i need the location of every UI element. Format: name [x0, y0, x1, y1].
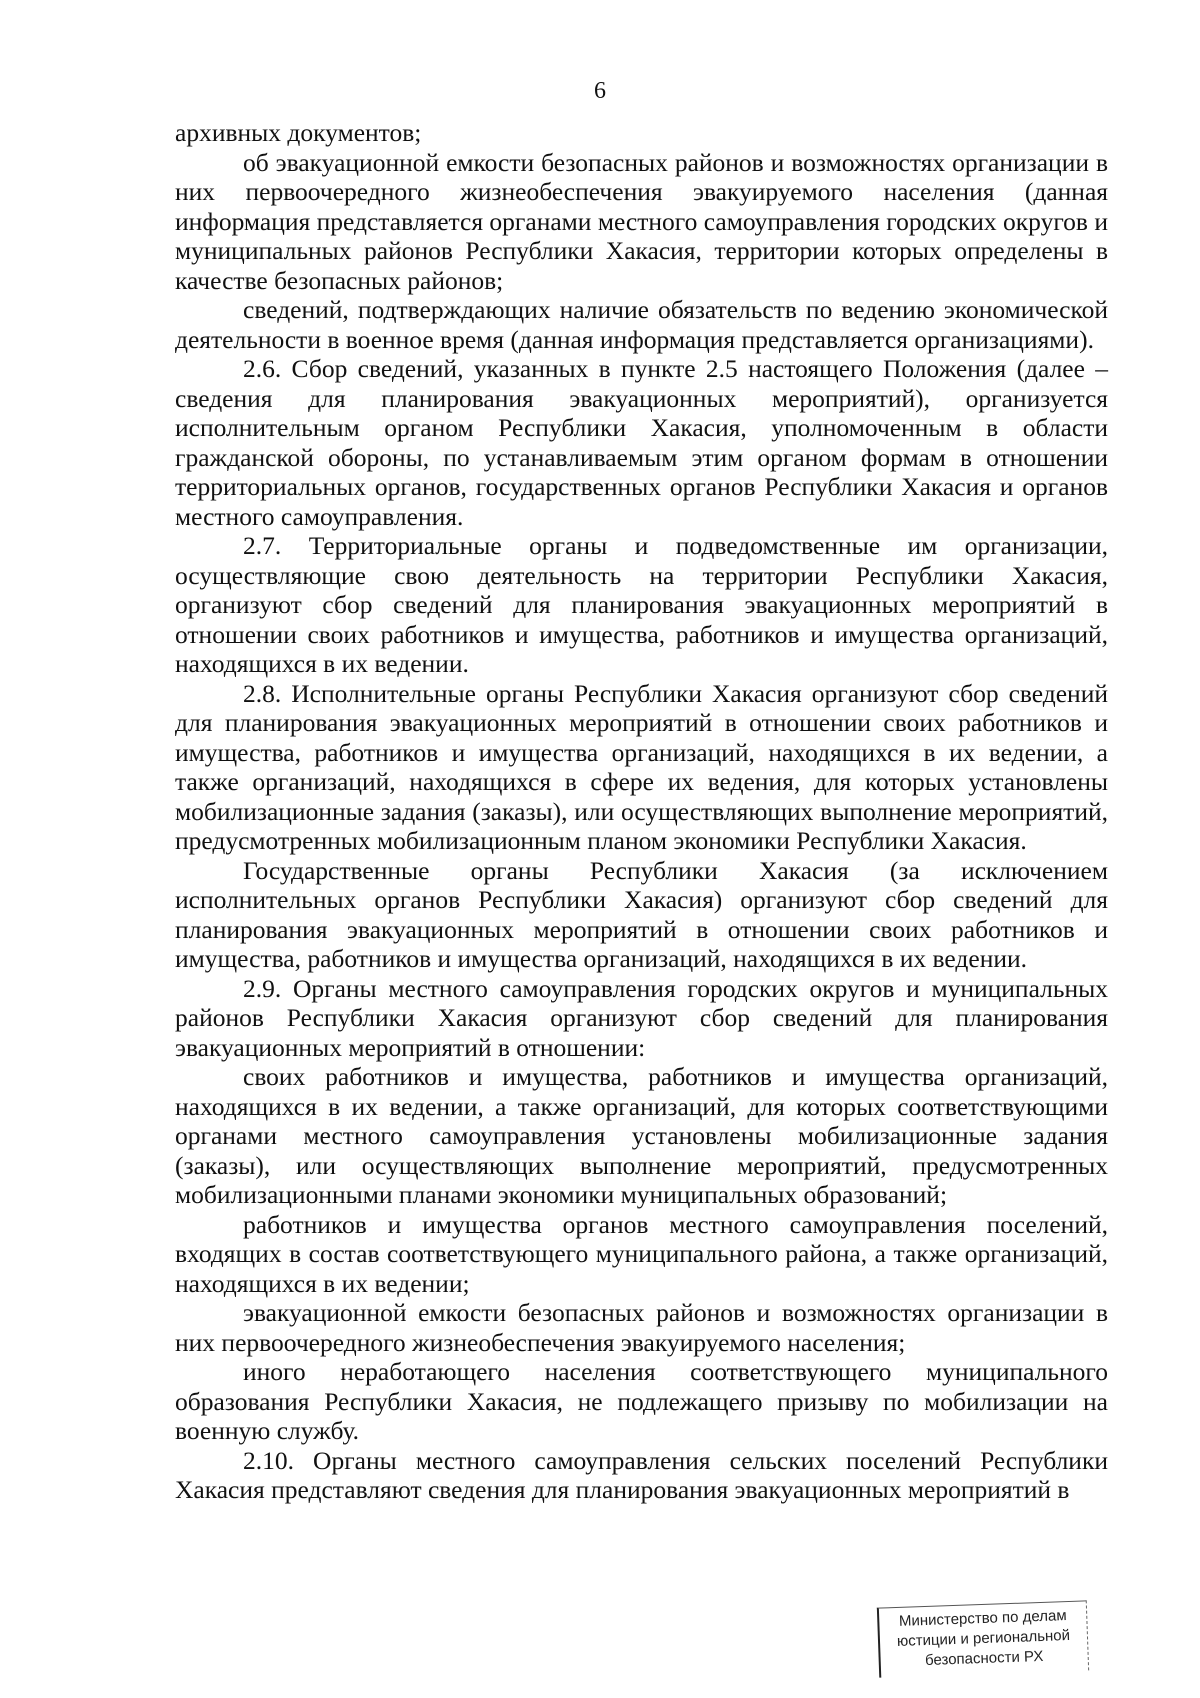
paragraph: 2.8. Исполнительные органы Республики Хакасия организуют сбор сведений для планирования эвакуационных мероприятий в отношении своих работников и имущества, работников и имущества организаций, находящихся в их ведении, а также организаций, находящихся в сфере их ведения, для которых установлены мобилизационные задания (заказы), или осуществляющих выполнение мероприятий, предусмотренных мобилизационным планом экономики Республики Хакасия.: [175, 678, 1108, 855]
document-body: [175, 118, 1108, 1505]
paragraph: сведений, подтверждающих наличие обязательств по ведению экономической деятельности в военное время (данная информация представляется организациями).: [175, 295, 1108, 354]
paragraph: 2.10. Органы местного самоуправления сельских поселений Республики Хакасия представляют сведения для планирования эвакуационных мероприятий в: [175, 1445, 1108, 1504]
paragraph: своих работников и имущества, работников и имущества организаций, находящихся в их ведении, а также организаций, для которых соответствующими органами местного самоуправления установлены мобилизационные задания (заказы), или осуществляющих выполнение мероприятий, предусмотренных мобилизационными планами экономики муниципальных образований;: [175, 1062, 1108, 1209]
paragraph: эвакуационной емкости безопасных районов и возможностях организации в них первоочередного жизнеобеспечения эвакуируемого населения;: [175, 1298, 1108, 1357]
paragraph: 2.9. Органы местного самоуправления городских округов и муниципальных районов Республики Хакасия организуют сбор сведений для планирования эвакуационных мероприятий в отношении:: [175, 973, 1108, 1062]
stamp-line: Министерство по делам: [898, 1607, 1067, 1630]
registration-stamp: [877, 1600, 1089, 1677]
paragraph: архивных документов;: [175, 118, 422, 147]
paragraph: Государственные органы Республики Хакасия (за исключением исполнительных органов Республики Хакасия) организуют сбор сведений для планирования эвакуационных мероприятий в отношении своих работников и имущества, работников и имущества организаций, находящихся в их ведении.: [175, 855, 1108, 973]
page-number: 6: [594, 78, 606, 104]
stamp-line: безопасности РХ: [924, 1647, 1044, 1670]
paragraph: работников и имущества органов местного самоуправления поселений, входящих в состав соответствующего муниципального района, а также организаций, находящихся в их ведении;: [175, 1209, 1108, 1298]
paragraph: 2.7. Территориальные органы и подведомственные им организации, осуществляющие свою деятельность на территории Республики Хакасия, организуют сбор сведений для планирования эвакуационных мероприятий в отношении своих работников и имущества, работников и имущества организаций, находящихся в их ведении.: [175, 531, 1108, 678]
paragraph: об эвакуационной емкости безопасных районов и возможностях организации в них первоочередного жизнеобеспечения эвакуируемого населения (данная информация представляется органами местного самоуправления городских округов и муниципальных районов Республики Хакасия, территории которых определены в качестве безопасных районов;: [175, 147, 1108, 295]
paragraph: 2.6. Сбор сведений, указанных в пункте 2.5 настоящего Положения (далее – сведения для планирования эвакуационных мероприятий), организуется исполнительным органом Республики Хакасия, уполномоченным в области гражданской обороны, по устанавливаемым этим органом формам в отношении территориальных органов, государственных органов Республики Хакасия и органов местного самоуправления.: [175, 354, 1108, 531]
stamp-line: юстиции и региональной: [896, 1626, 1071, 1650]
paragraph: иного неработающего населения соответствующего муниципального образования Республики Хакасия, не подлежащего призыву по мобилизации на военную службу.: [175, 1357, 1108, 1445]
